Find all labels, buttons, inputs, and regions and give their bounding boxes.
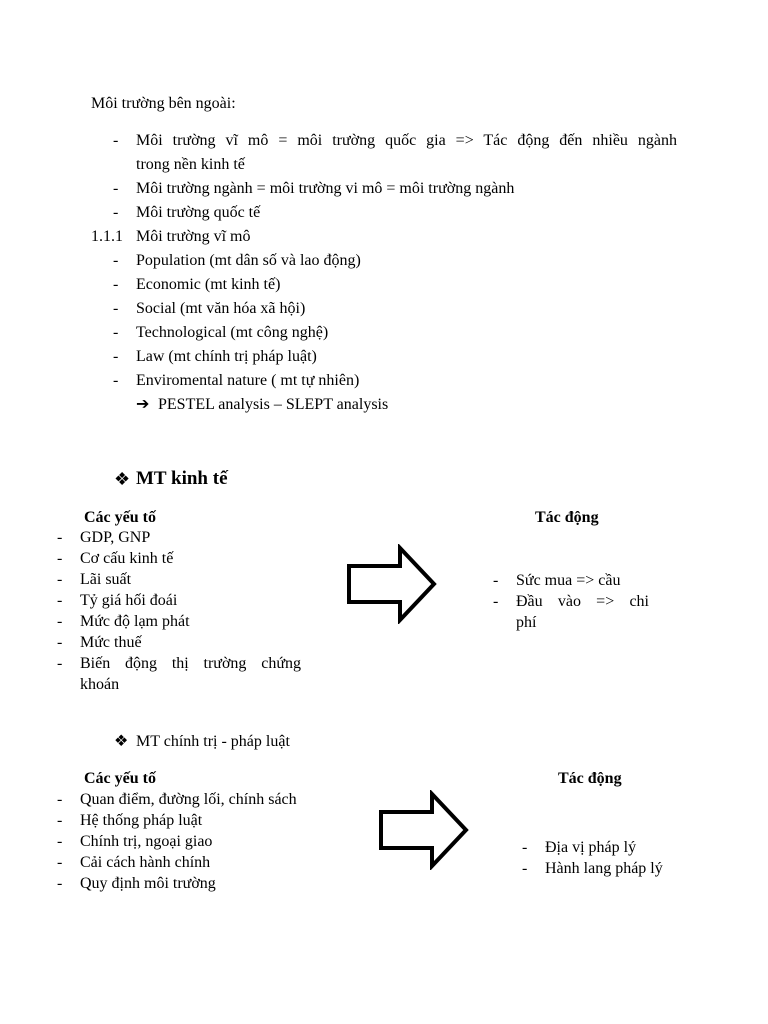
economic-impact: Sức mua => cầu xyxy=(516,572,621,589)
list-bullet: - xyxy=(493,572,499,589)
economic-heading: MT kinh tế xyxy=(136,468,228,489)
pestel-item: Law (mt chính trị pháp luật) xyxy=(136,348,317,365)
impacts-header: Tác động xyxy=(535,509,599,526)
list-bullet: - xyxy=(57,550,63,567)
pestel-item: Social (mt văn hóa xã hội) xyxy=(136,300,306,317)
economic-factor: Mức thuế xyxy=(80,634,142,651)
political-factor: Chính trị, ngoại giao xyxy=(80,833,213,850)
political-factor: Quan điểm, đường lối, chính sách xyxy=(80,791,297,808)
list-bullet: - xyxy=(57,571,63,588)
list-bullet: - xyxy=(113,300,119,317)
right-arrow-outline-icon xyxy=(377,790,471,870)
pestel-item: Enviromental nature ( mt tự nhiên) xyxy=(136,372,360,389)
conclusion-arrow-icon: ➔ xyxy=(136,396,150,413)
list-bullet: - xyxy=(57,529,63,546)
political-heading: MT chính trị - pháp luật xyxy=(136,733,290,750)
economic-factor: Mức độ lạm phát xyxy=(80,613,190,630)
political-impact: Hành lang pháp lý xyxy=(545,860,663,877)
list-bullet: - xyxy=(113,132,119,149)
pestel-item: Economic (mt kinh tế) xyxy=(136,276,281,293)
factors-header: Các yếu tố xyxy=(84,770,156,787)
economic-factor-continuation: khoán xyxy=(80,676,120,693)
economic-factor: Cơ cấu kinh tế xyxy=(80,550,174,567)
political-factor: Hệ thống pháp luật xyxy=(80,812,203,829)
list-item: Môi trường ngành = môi trường vi mô = môi trường ngành xyxy=(136,180,515,197)
pestel-item: Technological (mt công nghệ) xyxy=(136,324,329,341)
intro-title: Môi trường bên ngoài: xyxy=(91,95,236,112)
list-bullet: - xyxy=(493,593,499,610)
list-bullet: - xyxy=(57,875,63,892)
list-bullet: - xyxy=(522,860,528,877)
list-bullet: - xyxy=(113,372,119,389)
impacts-header: Tác động xyxy=(558,770,622,787)
list-item: Môi trường quốc tế xyxy=(136,204,261,221)
economic-factor: Tỷ giá hối đoái xyxy=(80,592,178,609)
list-bullet: - xyxy=(57,854,63,871)
political-factor: Cải cách hành chính xyxy=(80,854,211,871)
economic-factor: Biến động thị trường chứng xyxy=(80,655,301,672)
list-bullet: - xyxy=(57,655,63,672)
list-bullet: - xyxy=(57,833,63,850)
section-number: 1.1.1 xyxy=(91,228,123,245)
conclusion-text: PESTEL analysis – SLEPT analysis xyxy=(158,396,389,413)
list-bullet: - xyxy=(57,634,63,651)
political-impact: Địa vị pháp lý xyxy=(545,839,637,856)
list-bullet: - xyxy=(57,812,63,829)
list-bullet: - xyxy=(113,324,119,341)
economic-factor: Lãi suất xyxy=(80,571,132,588)
list-item: Môi trường vĩ mô = môi trường quốc gia => Tác động đến nhiều ngành xyxy=(136,132,677,149)
list-bullet: - xyxy=(113,252,119,269)
political-factor: Quy định môi trường xyxy=(80,875,216,892)
list-bullet: - xyxy=(113,204,119,221)
list-bullet: - xyxy=(113,180,119,197)
economic-impact: Đầu vào => chi xyxy=(516,593,649,610)
list-bullet: - xyxy=(113,276,119,293)
list-bullet: - xyxy=(113,348,119,365)
pestel-item: Population (mt dân số và lao động) xyxy=(136,252,361,269)
list-bullet: - xyxy=(57,791,63,808)
list-item-continuation: trong nền kinh tế xyxy=(136,156,245,173)
section-title: Môi trường vĩ mô xyxy=(136,228,251,245)
economic-factor: GDP, GNP xyxy=(80,529,151,546)
list-bullet: - xyxy=(57,613,63,630)
right-arrow-outline-icon xyxy=(345,544,439,624)
economic-impact-continuation: phí xyxy=(516,614,537,631)
list-bullet: - xyxy=(57,592,63,609)
diamond-bullet-icon: ❖ xyxy=(114,469,131,489)
list-bullet: - xyxy=(522,839,528,856)
diamond-bullet-icon: ❖ xyxy=(114,733,129,750)
factors-header: Các yếu tố xyxy=(84,509,156,526)
